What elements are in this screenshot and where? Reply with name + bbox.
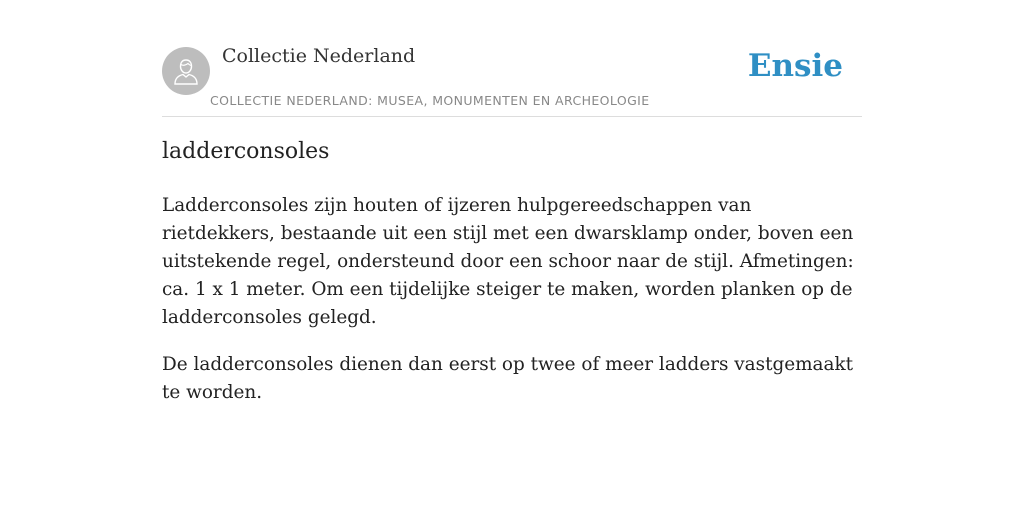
brand-logo[interactable]: Ensie — [747, 48, 843, 84]
user-icon — [171, 56, 201, 86]
article-body — [162, 192, 862, 426]
paragraph: Ladderconsoles zijn houten of ijzeren hulpgereedschappen van rietdekkers, bestaande uit een stijl met een dwarsklamp onder, boven een uitstekende regel, ondersteund door een schoor naar de stijl. Afmetingen: ca. 1 x 1 meter. Om een tijdelijke steiger te maken, worden planken op de ladderconsoles gelegd. — [162, 195, 854, 328]
paragraph: De ladderconsoles dienen dan eerst op twee of meer ladders vastgemaakt te worden. — [162, 354, 854, 403]
author-name[interactable]: Collectie Nederland — [222, 45, 416, 67]
avatar[interactable] — [162, 47, 210, 95]
header — [162, 0, 862, 117]
collection-label[interactable]: COLLECTIE NEDERLAND: MUSEA, MONUMENTEN EN ARCHEOLOGIE — [210, 93, 650, 108]
page — [162, 0, 862, 403]
page-title: ladderconsoles — [162, 139, 330, 164]
